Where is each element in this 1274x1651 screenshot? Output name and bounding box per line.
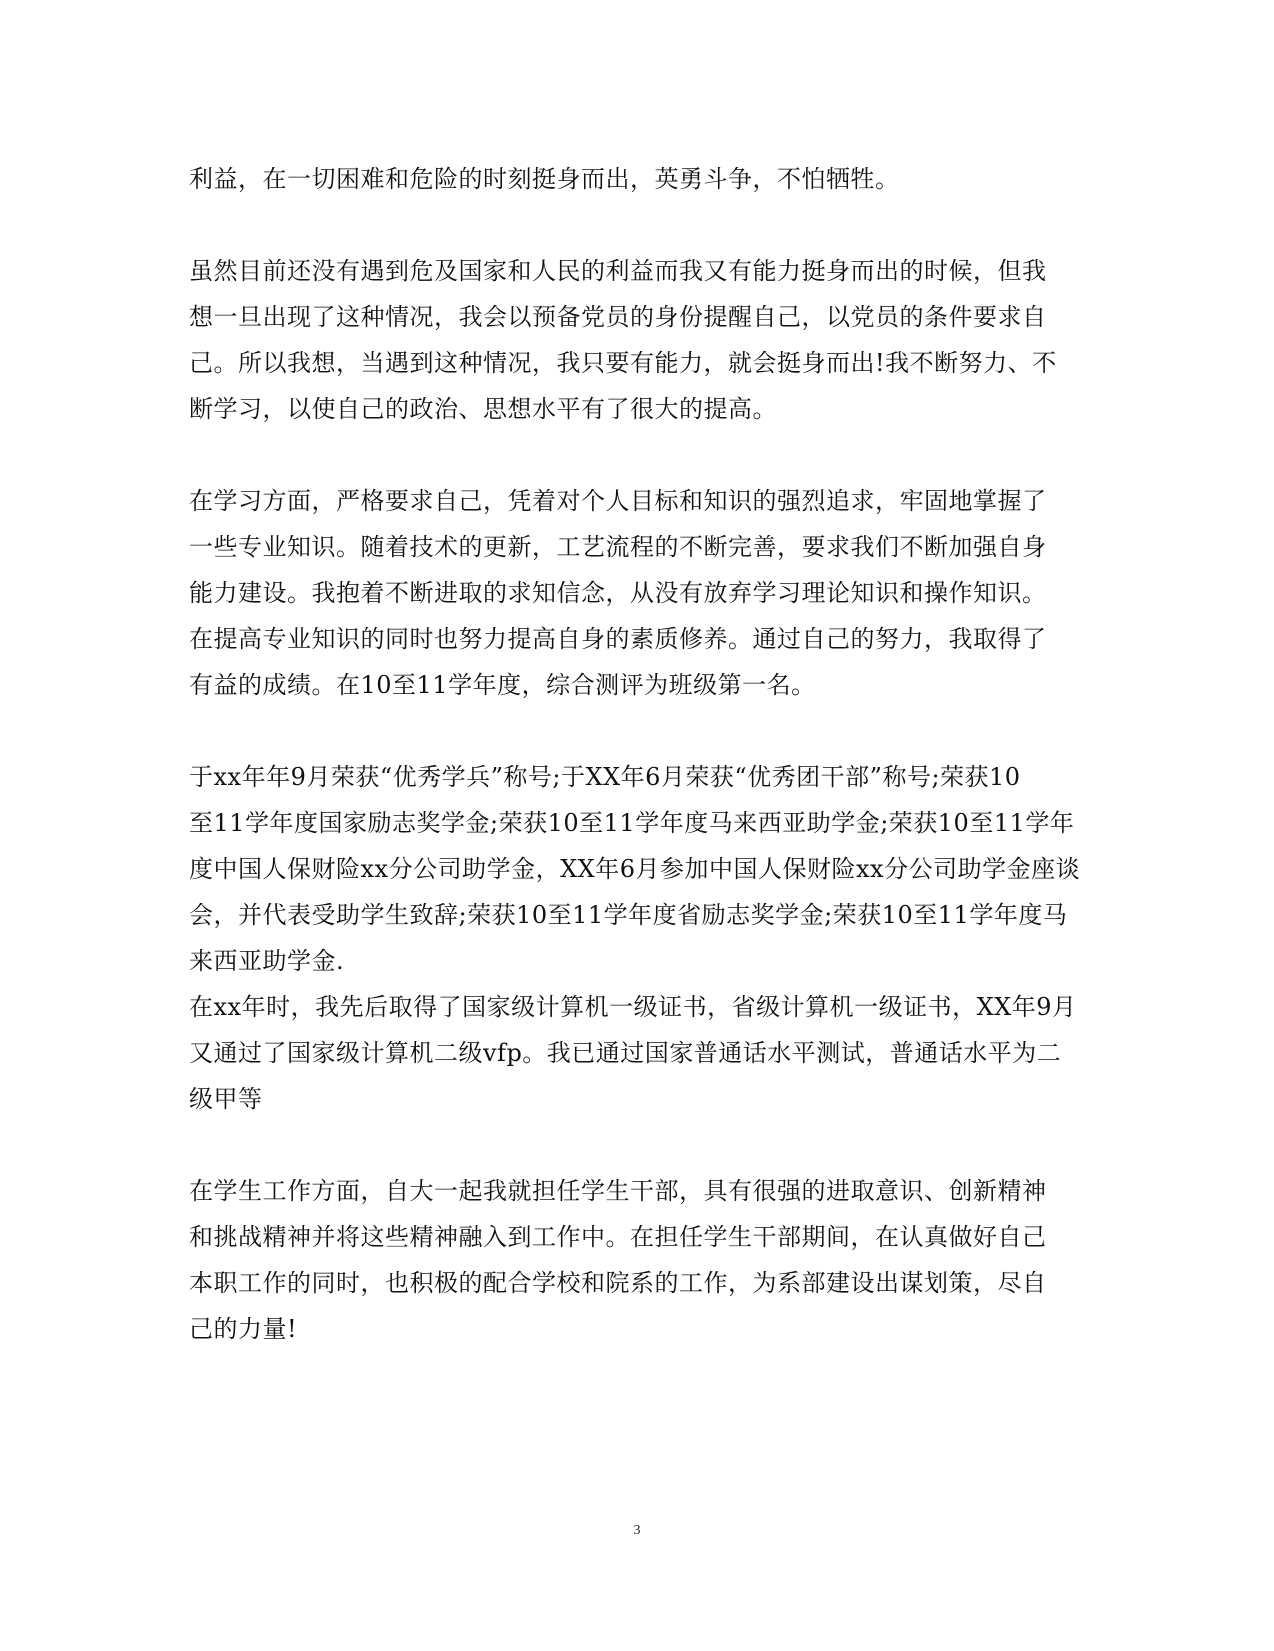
text-line: 度中国人保财险xx分公司助学金，XX年6月参加中国人保财险xx分公司助学金座谈 <box>189 855 1081 883</box>
text-line: 和挑战精神并将这些精神融入到工作中。在担任学生干部期间，在认真做好自己 <box>189 1223 1047 1251</box>
page-number: 3 <box>633 1523 641 1538</box>
text-line: 会，并代表受助学生致辞;荣获10至11学年度省励志奖学金;荣获10至11学年度马 <box>189 901 1068 929</box>
text-line: 来西亚助学金. <box>189 947 345 975</box>
text-line: 虽然目前还没有遇到危及国家和人民的利益而我又有能力挺身而出的时候，但我 <box>189 257 1047 285</box>
text-line: 己的力量! <box>189 1315 298 1343</box>
text-line: 在提高专业知识的同时也努力提高自身的素质修养。通过自己的努力，我取得了 <box>189 625 1047 653</box>
text-line: 级甲等 <box>189 1085 263 1113</box>
text-line: 在学生工作方面，自大一起我就担任学生干部，具有很强的进取意识、创新精神 <box>189 1177 1047 1205</box>
text-line: 于xx年年9月荣获“优秀学兵”称号;于XX年6月荣获“优秀团干部”称号;荣获10 <box>189 763 1021 791</box>
text-line: 本职工作的同时，也积极的配合学校和院系的工作，为系部建设出谋划策，尽自 <box>189 1269 1047 1297</box>
text-line: 利益，在一切困难和危险的时刻挺身而出，英勇斗争，不怕牺牲。 <box>189 165 900 193</box>
text-line: 有益的成绩。在10至11学年度，综合测评为班级第一名。 <box>189 671 816 699</box>
text-line: 断学习，以使自己的政治、思想水平有了很大的提高。 <box>189 395 777 423</box>
text-line: 能力建设。我抱着不断进取的求知信念，从没有放弃学习理论知识和操作知识。 <box>189 579 1047 607</box>
text-line: 在xx年时，我先后取得了国家级计算机一级证书，省级计算机一级证书，XX年9月 <box>189 993 1077 1021</box>
text-line: 想一旦出现了这种情况，我会以预备党员的身份提醒自己，以党员的条件要求自 <box>189 303 1047 331</box>
text-line: 又通过了国家级计算机二级vfp。我已通过国家普通话水平测试，普通话水平为二 <box>189 1039 1062 1067</box>
text-line: 己。所以我想，当遇到这种情况，我只要有能力，就会挺身而出!我不断努力、不 <box>189 349 1057 377</box>
text-line: 一些专业知识。随着技术的更新，工艺流程的不断完善，要求我们不断加强自身 <box>189 533 1047 561</box>
text-line: 至11学年度国家励志奖学金;荣获10至11学年度马来西亚助学金;荣获10至11学年 <box>189 809 1075 837</box>
text-line: 在学习方面，严格要求自己，凭着对个人目标和知识的强烈追求，牢固地掌握了 <box>189 487 1047 515</box>
